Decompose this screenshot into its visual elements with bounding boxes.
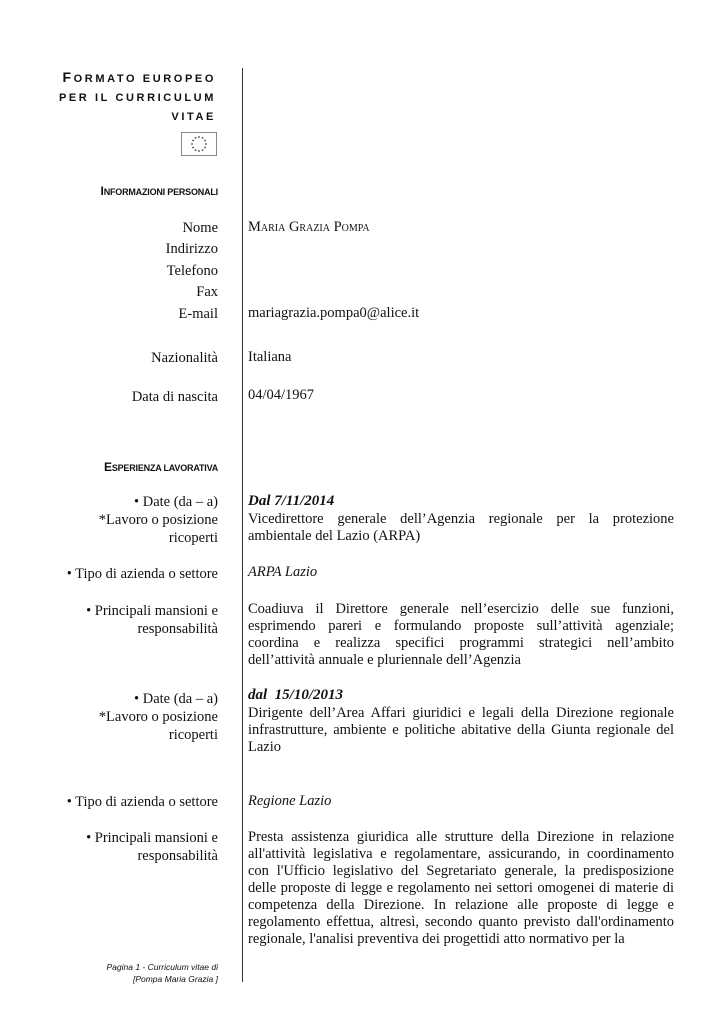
value-position-1: Vicedirettore generale dell’Agenzia regionale per la protezione ambientale del Lazio (ARPA) xyxy=(248,511,674,544)
title-line-2: PER IL CURRICULUM xyxy=(58,92,216,104)
value-data-nascita: 04/04/1967 xyxy=(248,387,315,403)
label-position-1b: ricoperti xyxy=(168,530,218,546)
label-fax: Fax xyxy=(196,284,218,300)
section-initial: E xyxy=(104,460,112,474)
value-duties-2: Presta assistenza giuridica alle strutture della Direzione in relazione all'attività legislativa e regolamentare, assicurando, in coordinamento con l'Ufficio legislativo del Segretariato generale, la predisposizione delle proposte di legge e regolamento nei settori omogenei di materie di competenza della Direzione. In relazione alle proposte di legge e regolamento effettua, altresì, secondo quanto previsto dall'ordinamento regionale, l'analisi preventiva dei progettidi atto normativo per la xyxy=(248,829,674,947)
cv-title xyxy=(36,68,216,127)
label-nazionalita: Nazionalità xyxy=(151,350,218,366)
label-date-1: • Date (da – a) xyxy=(134,494,218,510)
label-telefono: Telefono xyxy=(166,263,218,279)
title-line-3: VITAE xyxy=(171,111,216,123)
section-title: SPERIENZA LAVORATIVA xyxy=(111,463,218,473)
label-duties-2a: • Principali mansioni e xyxy=(86,830,218,846)
label-indirizzo: Indirizzo xyxy=(165,241,218,257)
label-position-2b: ricoperti xyxy=(168,727,218,743)
value-position-2: Dirigente dell’Area Affari giuridici e legali della Direzione regionale infrastrutture, ambiente e politiche abitative della Giunta regionale del Lazio xyxy=(248,705,674,755)
column-divider xyxy=(242,68,243,982)
label-company-2: • Tipo di azienda o settore xyxy=(66,794,218,810)
label-data-nascita: Data di nascita xyxy=(131,389,218,405)
label-duties-2b: responsabilità xyxy=(137,848,218,864)
footer-line-1: Pagina 1 - Curriculum vitae di xyxy=(106,962,218,972)
value-company-2: Regione Lazio xyxy=(248,793,332,809)
section-work-experience xyxy=(104,460,218,474)
value-nome: Maria Grazia Pompa xyxy=(248,219,370,235)
value-nazionalita: Italiana xyxy=(248,349,292,365)
value-date-2: dal 15/10/2013 xyxy=(248,687,344,703)
section-initial: I xyxy=(100,184,104,198)
title-line-1: ORMATO EUROPEO xyxy=(73,73,216,85)
page-footer xyxy=(18,961,218,985)
label-company-1: • Tipo di azienda o settore xyxy=(66,566,218,582)
label-position-1a: *Lavoro o posizione xyxy=(98,512,218,528)
value-date-1: Dal 7/11/2014 xyxy=(248,493,335,509)
eu-flag-icon xyxy=(181,132,217,156)
label-nome: Nome xyxy=(182,220,218,236)
label-duties-1a: • Principali mansioni e xyxy=(86,603,218,619)
label-email: E-mail xyxy=(178,306,218,322)
section-title: NFORMAZIONI PERSONALI xyxy=(103,187,218,197)
label-date-2: • Date (da – a) xyxy=(134,691,218,707)
section-personal-info xyxy=(101,184,218,198)
value-company-1: ARPA Lazio xyxy=(248,564,318,580)
value-email: mariagrazia.pompa0@alice.it xyxy=(248,305,420,321)
footer-line-2: [Pompa Maria Grazia ] xyxy=(132,974,218,984)
title-initial: F xyxy=(62,69,74,85)
label-position-2a: *Lavoro o posizione xyxy=(98,709,218,725)
label-duties-1b: responsabilità xyxy=(137,621,218,637)
value-duties-1: Coadiuva il Direttore generale nell’esercizio delle sue funzioni, esprimendo pareri e formulando proposte sull’attività agenziale; coordina e realizza specifici programmi strategici nell’ambito dell’attività annuale e pluriennale dell’Agenzia xyxy=(248,601,674,668)
